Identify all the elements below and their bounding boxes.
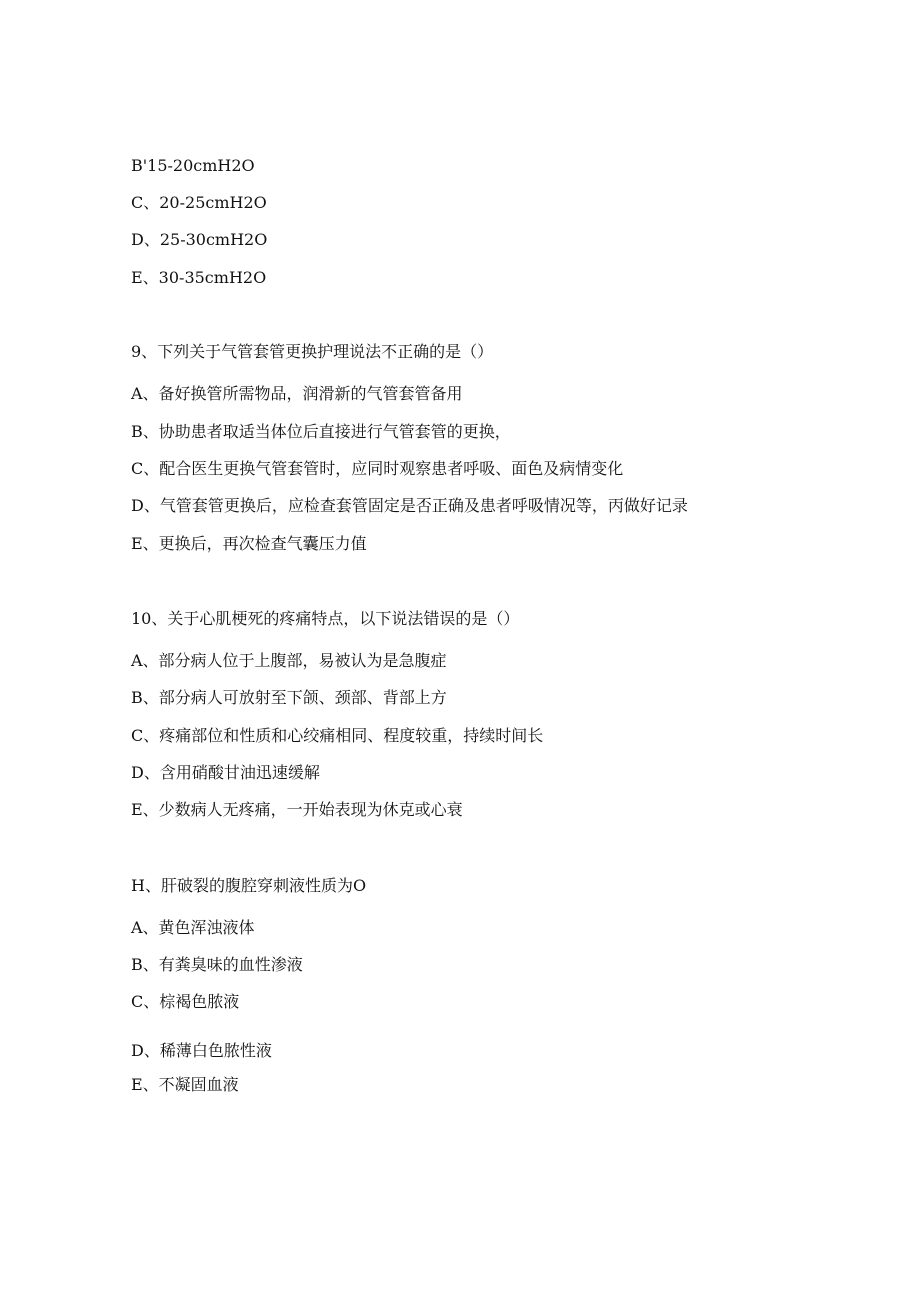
q10-option-e: E、少数病人无疼痛，一开始表现为休克或心衰: [131, 800, 463, 819]
q11-option-d: D、稀薄白色脓性液: [131, 1041, 272, 1060]
q10-question: 10、关于心肌梗死的疼痛特点，以下说法错误的是（）: [131, 609, 520, 628]
q9-question: 9、下列关于气管套管更换护理说法不正确的是（）: [131, 342, 494, 361]
q9-option-a: A、备好换管所需物品，润滑新的气管套管备用: [131, 384, 463, 403]
q10-option-d: D、含用硝酸甘油迅速缓解: [131, 763, 320, 782]
q8-option-e: E、30-35cmH2O: [131, 268, 267, 287]
q9-option-b: B、协助患者取适当体位后直接进行气管套管的更换，: [131, 422, 511, 441]
q10-option-a: A、部分病人位于上腹部，易被认为是急腹症: [131, 651, 447, 670]
q8-option-c: C、20-25cmH2O: [131, 193, 267, 212]
q8-option-d: D、25-30cmH2O: [131, 230, 268, 249]
q9-option-d: D、气管套管更换后，应检查套管固定是否正确及患者呼吸情况等，丙做好记录: [131, 496, 688, 515]
q9-option-e: E、更换后，再次检查气囊压力值: [131, 534, 367, 553]
q10-option-b: B、部分病人可放射至下颌、颈部、背部上方: [131, 688, 447, 707]
q11-option-b: B、有粪臭味的血性渗液: [131, 955, 303, 974]
q11-question: H、肝破裂的腹腔穿刺液性质为O: [131, 876, 367, 895]
q10-option-c: C、疼痛部位和性质和心绞痛相同、程度较重，持续时间长: [131, 726, 544, 745]
q8-option-b: B'15-20cmH2O: [131, 156, 255, 175]
q11-option-e: E、不凝固血液: [131, 1075, 239, 1094]
q11-option-c: C、棕褐色脓液: [131, 992, 240, 1011]
q11-option-a: A、黄色浑浊液体: [131, 918, 255, 937]
q9-option-c: C、配合医生更换气管套管时，应同时观察患者呼吸、面色及病情变化: [131, 459, 624, 478]
